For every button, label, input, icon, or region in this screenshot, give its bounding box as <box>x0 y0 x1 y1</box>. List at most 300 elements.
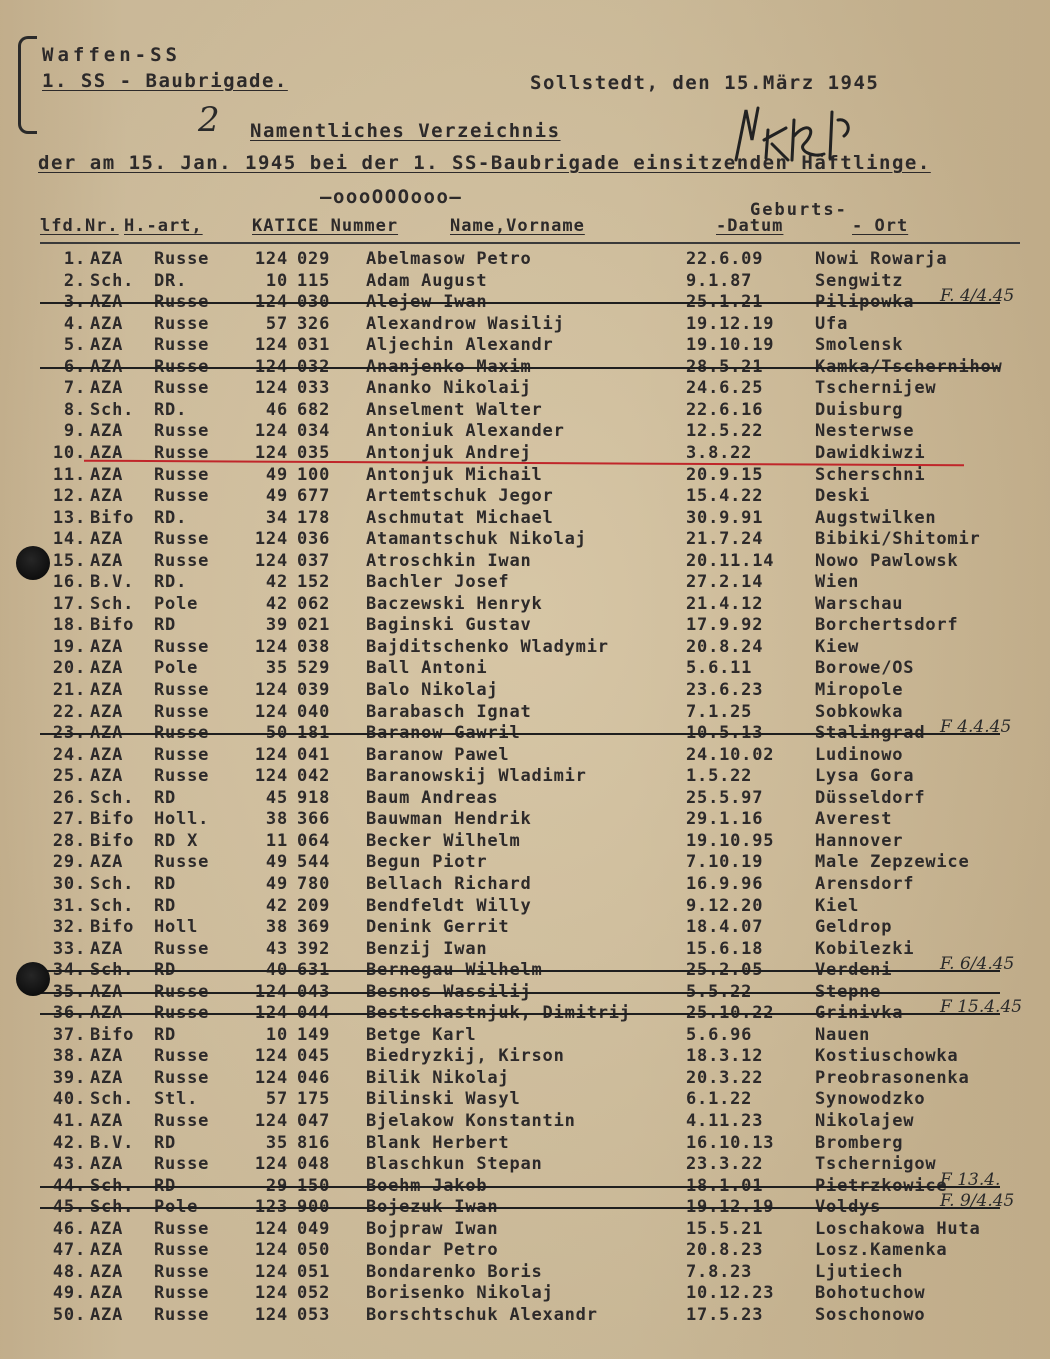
table-row <box>0 637 1050 659</box>
table-row <box>0 1068 1050 1090</box>
row-number: 41. <box>52 1111 86 1131</box>
row-nationality: RD <box>154 1024 177 1045</box>
table-row <box>0 1191 1050 1219</box>
row-birth-place: Warschau <box>815 593 904 614</box>
row-number-suffix: 032 <box>297 356 331 377</box>
row-number-prefix: 124 <box>254 1261 288 1282</box>
row-number-suffix: 816 <box>297 1132 331 1153</box>
table-row <box>0 717 1050 745</box>
row-birth-date: 16.10.13 <box>686 1132 775 1153</box>
table-row <box>0 1154 1050 1176</box>
row-number-prefix: 10 <box>265 270 288 291</box>
row-number: 12. <box>52 486 86 507</box>
table-row <box>0 465 1050 487</box>
row-nationality: Russe <box>154 313 210 334</box>
row-category: Sch. <box>90 960 135 981</box>
col-birth-date: -Datum <box>716 216 784 236</box>
row-number-suffix: 039 <box>297 680 331 700</box>
row-number-suffix: 149 <box>297 1024 331 1045</box>
row-birth-place: Arensdorf <box>815 873 915 894</box>
row-birth-date: 20.11.14 <box>686 550 775 571</box>
row-category: AZA <box>90 723 124 744</box>
row-number: 23. <box>52 723 86 744</box>
row-number: 46. <box>52 1218 86 1239</box>
row-nationality: Pole <box>154 593 199 614</box>
row-birth-date: 7.1.25 <box>686 701 753 722</box>
row-name: Adam August <box>366 270 488 291</box>
row-birth-date: 18.4.07 <box>686 917 764 938</box>
row-birth-date: 24.6.25 <box>686 378 764 399</box>
row-number: 21. <box>52 680 86 700</box>
row-number: 6. <box>63 356 86 377</box>
row-number: 36. <box>52 1003 86 1024</box>
row-birth-place: Düsseldorf <box>815 787 926 808</box>
row-number-suffix: 178 <box>297 507 331 528</box>
row-nationality: Russe <box>154 723 210 744</box>
row-birth-place: Augstwilken <box>815 507 937 528</box>
row-birth-date: 23.6.23 <box>686 680 764 700</box>
row-number-suffix: 038 <box>297 636 331 657</box>
row-number-prefix: 124 <box>254 1283 288 1304</box>
handwritten-annotation: F. 9/4.45 <box>940 1191 1015 1212</box>
row-number-prefix: 46 <box>265 399 288 420</box>
row-name: Artemtschuk Jegor <box>366 486 554 507</box>
row-number-prefix: 35 <box>265 658 288 679</box>
row-category: AZA <box>90 1240 124 1261</box>
row-birth-place: Ufa <box>815 313 849 334</box>
row-number-suffix: 029 <box>297 249 331 269</box>
row-nationality: Russe <box>154 442 210 463</box>
row-nationality: Russe <box>154 852 210 873</box>
row-category: B.V. <box>90 572 135 593</box>
row-category: AZA <box>90 335 124 356</box>
row-number: 17. <box>52 593 86 614</box>
row-number-prefix: 45 <box>265 787 288 808</box>
table-row <box>0 249 1050 271</box>
row-number-prefix: 57 <box>265 313 288 334</box>
row-number-suffix: 677 <box>297 486 331 507</box>
row-birth-date: 19.12.19 <box>686 1197 775 1218</box>
table-row <box>0 594 1050 616</box>
row-number: 28. <box>52 830 86 851</box>
row-number: 32. <box>52 917 86 938</box>
row-name: Bjelakow Konstantin <box>366 1111 576 1131</box>
row-birth-place: Ljutiech <box>815 1261 904 1282</box>
table-row <box>0 1219 1050 1241</box>
row-number-prefix: 10 <box>265 1024 288 1045</box>
document-title: Namentliches Verzeichnis <box>250 120 561 142</box>
row-birth-date: 25.10.22 <box>686 1003 775 1024</box>
row-birth-date: 25.5.97 <box>686 787 764 808</box>
row-birth-place: Borchertsdorf <box>815 615 959 636</box>
table-row <box>0 1025 1050 1047</box>
col-no: lfd.Nr. <box>40 216 119 236</box>
row-number-suffix: 918 <box>297 787 331 808</box>
row-number: 34. <box>52 960 86 981</box>
row-birth-date: 19.12.19 <box>686 313 775 334</box>
row-name: Antonjuk Michail <box>366 464 543 485</box>
row-name: Baczewski Henryk <box>366 593 543 614</box>
row-birth-date: 1.5.22 <box>686 766 753 787</box>
row-nationality: Russe <box>154 744 210 765</box>
row-number: 24. <box>52 744 86 765</box>
row-nationality: Russe <box>154 486 210 507</box>
table-row <box>0 658 1050 680</box>
row-number-suffix: 021 <box>297 615 331 636</box>
row-birth-place: Borowe/OS <box>815 658 915 679</box>
row-category: Sch. <box>90 1197 135 1218</box>
table-row <box>0 529 1050 551</box>
row-category: AZA <box>90 1003 124 1024</box>
row-name: Atamantschuk Nikolaj <box>366 529 587 550</box>
row-number-suffix: 682 <box>297 399 331 420</box>
row-name: Bilik Nikolaj <box>366 1067 510 1088</box>
row-name: Bestschastnjuk, Dimitrij <box>366 1003 631 1024</box>
punch-hole <box>16 546 50 580</box>
row-number: 29. <box>52 852 86 873</box>
row-number-prefix: 124 <box>254 766 288 787</box>
row-number-prefix: 124 <box>254 421 288 442</box>
row-birth-place: Kiew <box>815 636 860 657</box>
row-birth-date: 22.6.09 <box>686 249 764 269</box>
row-nationality: Holl <box>154 917 199 938</box>
row-name: Baranow Gawril <box>366 723 521 744</box>
row-nationality: Russe <box>154 378 210 399</box>
row-nationality: Russe <box>154 981 210 1002</box>
row-number-suffix: 031 <box>297 335 331 356</box>
row-birth-place: Smolensk <box>815 335 904 356</box>
table-row <box>0 378 1050 400</box>
row-birth-place: Tschernigow <box>815 1154 937 1175</box>
row-name: Bojpraw Iwan <box>366 1218 499 1239</box>
row-birth-place: Bohotuchow <box>815 1283 926 1304</box>
row-birth-date: 10.12.23 <box>686 1283 775 1304</box>
row-number-prefix: 29 <box>265 1175 288 1196</box>
row-nationality: Russe <box>154 1067 210 1088</box>
row-category: AZA <box>90 1111 124 1131</box>
row-number-suffix: 100 <box>297 464 331 485</box>
table-row <box>0 997 1050 1025</box>
row-birth-place: Stalingrad <box>815 723 926 744</box>
row-birth-date: 19.10.95 <box>686 830 775 851</box>
row-birth-place: Dawidkiwzi <box>815 442 926 463</box>
row-number-prefix: 124 <box>254 292 288 313</box>
row-category: AZA <box>90 249 124 269</box>
row-number-prefix: 42 <box>265 895 288 916</box>
table-row <box>0 1262 1050 1284</box>
row-number: 42. <box>52 1132 86 1153</box>
row-birth-date: 25.2.05 <box>686 960 764 981</box>
row-number-suffix: 042 <box>297 766 331 787</box>
row-birth-date: 9.1.87 <box>686 270 753 291</box>
table-row <box>0 400 1050 422</box>
row-birth-date: 24.10.02 <box>686 744 775 765</box>
row-name: Borisenko Nikolaj <box>366 1283 554 1304</box>
row-category: AZA <box>90 1283 124 1304</box>
row-category: AZA <box>90 356 124 377</box>
row-number-prefix: 43 <box>265 938 288 959</box>
row-number-prefix: 124 <box>254 981 288 1002</box>
row-name: Alejew Iwan <box>366 292 488 313</box>
row-number-prefix: 124 <box>254 378 288 399</box>
row-number-prefix: 49 <box>265 852 288 873</box>
handwritten-annotation: F. 4/4.45 <box>940 286 1015 307</box>
row-category: AZA <box>90 680 124 700</box>
row-category: AZA <box>90 550 124 571</box>
row-number: 25. <box>52 766 86 787</box>
row-nationality: Russe <box>154 464 210 485</box>
row-category: Sch. <box>90 895 135 916</box>
row-number-suffix: 041 <box>297 744 331 765</box>
row-category: Sch. <box>90 270 135 291</box>
col-category: H.-art, <box>124 216 203 236</box>
row-name: Borschtschuk Alexandr <box>366 1304 598 1325</box>
row-birth-date: 22.6.16 <box>686 399 764 420</box>
table-row <box>0 939 1050 961</box>
row-birth-place: Hannover <box>815 830 904 851</box>
row-nationality: Russe <box>154 292 210 313</box>
row-number: 30. <box>52 873 86 894</box>
row-nationality: Russe <box>154 1046 210 1067</box>
row-number: 13. <box>52 507 86 528</box>
row-birth-date: 15.5.21 <box>686 1218 764 1239</box>
row-name: Abelmasow Petro <box>366 249 532 269</box>
table-row <box>0 954 1050 982</box>
signature-mark <box>728 100 878 170</box>
row-category: Bifo <box>90 809 135 830</box>
table-row <box>0 874 1050 896</box>
row-name: Denink Gerrit <box>366 917 510 938</box>
row-birth-date: 3.8.22 <box>686 442 753 463</box>
row-number: 47. <box>52 1240 86 1261</box>
row-birth-place: Nauen <box>815 1024 871 1045</box>
handwritten-annotation: F 15.4.45 <box>940 997 1023 1018</box>
brigade-name: 1. SS - Baubrigade. <box>42 70 288 92</box>
row-category: AZA <box>90 442 124 463</box>
row-birth-date: 18.1.01 <box>686 1175 764 1196</box>
unit-name: Waffen-SS <box>42 44 181 66</box>
row-number-suffix: 053 <box>297 1304 331 1325</box>
row-number-suffix: 152 <box>297 572 331 593</box>
row-number-suffix: 631 <box>297 960 331 981</box>
row-category: Sch. <box>90 1175 135 1196</box>
row-number: 11. <box>52 464 86 485</box>
row-nationality: Russe <box>154 335 210 356</box>
row-category: Sch. <box>90 873 135 894</box>
row-nationality: Russe <box>154 249 210 269</box>
table-row <box>0 357 1050 379</box>
row-nationality: Russe <box>154 1218 210 1239</box>
row-birth-date: 17.9.92 <box>686 615 764 636</box>
table-row <box>0 1283 1050 1305</box>
row-nationality: RD. <box>154 507 188 528</box>
row-nationality: RD <box>154 895 177 916</box>
row-category: AZA <box>90 658 124 679</box>
row-name: Aljechin Alexandr <box>366 335 554 356</box>
row-category: AZA <box>90 701 124 722</box>
row-name: Bojezuk Iwan <box>366 1197 499 1218</box>
row-number-suffix: 035 <box>297 442 331 463</box>
row-birth-place: Deski <box>815 486 871 507</box>
row-category: AZA <box>90 744 124 765</box>
row-birth-place: Voldys <box>815 1197 882 1218</box>
row-number-prefix: 49 <box>265 873 288 894</box>
bracket-mark <box>18 36 37 134</box>
row-name: Bellach Richard <box>366 873 532 894</box>
row-number-suffix: 544 <box>297 852 331 873</box>
row-number: 4. <box>63 313 86 334</box>
row-birth-date: 20.8.24 <box>686 636 764 657</box>
row-birth-date: 15.6.18 <box>686 938 764 959</box>
row-birth-place: Kamka/Tschernihow <box>815 356 1003 377</box>
row-birth-place: Soschonowo <box>815 1304 926 1325</box>
table-row <box>0 745 1050 767</box>
table-row <box>0 788 1050 810</box>
row-nationality: Russe <box>154 550 210 571</box>
row-number-prefix: 124 <box>254 1154 288 1175</box>
table-row <box>0 271 1050 293</box>
row-number-suffix: 369 <box>297 917 331 938</box>
row-name: Besnos Wassilij <box>366 981 532 1002</box>
punch-hole <box>16 962 50 996</box>
row-number-suffix: 780 <box>297 873 331 894</box>
row-category: AZA <box>90 529 124 550</box>
table-row <box>0 1133 1050 1155</box>
row-birth-place: Pietrzkowice <box>815 1175 948 1196</box>
row-number-suffix: 175 <box>297 1089 331 1110</box>
row-number: 20. <box>52 658 86 679</box>
row-number-prefix: 124 <box>254 356 288 377</box>
row-number-suffix: 115 <box>297 270 331 291</box>
row-number-prefix: 57 <box>265 1089 288 1110</box>
row-birth-date: 15.4.22 <box>686 486 764 507</box>
row-birth-date: 21.4.12 <box>686 593 764 614</box>
row-birth-place: Scherschni <box>815 464 926 485</box>
row-birth-place: Losz.Kamenka <box>815 1240 948 1261</box>
row-birth-place: Geldrop <box>815 917 893 938</box>
row-birth-place: Nowo Pawlowsk <box>815 550 959 571</box>
row-category: AZA <box>90 938 124 959</box>
row-number-suffix: 050 <box>297 1240 331 1261</box>
row-number-suffix: 392 <box>297 938 331 959</box>
row-birth-place: Kostiuschowka <box>815 1046 959 1067</box>
row-birth-place: Sengwitz <box>815 270 904 291</box>
row-number-suffix: 030 <box>297 292 331 313</box>
row-birth-date: 18.3.12 <box>686 1046 764 1067</box>
table-row <box>0 1046 1050 1068</box>
row-birth-date: 10.5.13 <box>686 723 764 744</box>
row-number-prefix: 38 <box>265 917 288 938</box>
row-number: 48. <box>52 1261 86 1282</box>
row-number-prefix: 42 <box>265 572 288 593</box>
row-number: 8. <box>63 399 86 420</box>
row-number-prefix: 124 <box>254 1304 288 1325</box>
table-row <box>0 421 1050 443</box>
row-number-prefix: 124 <box>254 1003 288 1024</box>
document-subtitle: der am 15. Jan. 1945 bei der 1. SS-Baubrigade einsitzenden Häftlinge. <box>38 152 931 174</box>
row-birth-place: Male Zepzewice <box>815 852 970 873</box>
row-number-prefix: 124 <box>254 249 288 269</box>
row-birth-date: 5.5.22 <box>686 981 753 1002</box>
row-number-prefix: 124 <box>254 1111 288 1131</box>
row-nationality: RD. <box>154 399 188 420</box>
table-row <box>0 615 1050 637</box>
row-number-suffix: 326 <box>297 313 331 334</box>
row-name: Baranow Pawel <box>366 744 510 765</box>
row-number-prefix: 124 <box>254 335 288 356</box>
row-number: 5. <box>63 335 86 356</box>
row-category: AZA <box>90 852 124 873</box>
birth-header-top: Geburts- <box>750 200 848 220</box>
row-number-prefix: 35 <box>265 1132 288 1153</box>
row-birth-place: Nowi Rowarja <box>815 249 948 269</box>
row-number: 2. <box>63 270 86 291</box>
col-katice: KATICE Nummer <box>252 216 399 236</box>
row-number-prefix: 124 <box>254 680 288 700</box>
row-name: Bondarenko Boris <box>366 1261 543 1282</box>
row-category: AZA <box>90 313 124 334</box>
row-nationality: RD <box>154 787 177 808</box>
row-name: Antoniuk Alexander <box>366 421 565 442</box>
row-number-suffix: 366 <box>297 809 331 830</box>
row-number: 38. <box>52 1046 86 1067</box>
row-number: 44. <box>52 1175 86 1196</box>
table-row <box>0 1169 1050 1198</box>
table-row <box>0 766 1050 788</box>
row-number: 10. <box>52 442 86 463</box>
table-row <box>0 1240 1050 1262</box>
row-number-prefix: 39 <box>265 615 288 636</box>
row-birth-date: 25.1.21 <box>686 292 764 313</box>
row-number: 45. <box>52 1197 86 1218</box>
row-nationality: RD X <box>154 830 199 851</box>
row-number-prefix: 34 <box>265 507 288 528</box>
row-nationality: Russe <box>154 529 210 550</box>
row-birth-place: Lysa Gora <box>815 766 915 787</box>
row-category: AZA <box>90 1154 124 1175</box>
row-number-suffix: 181 <box>297 723 331 744</box>
table-row <box>0 702 1050 724</box>
row-nationality: Russe <box>154 1240 210 1261</box>
table-row <box>0 508 1050 530</box>
row-birth-place: Nesterwse <box>815 421 915 442</box>
place-date: Sollstedt, den 15.März 1945 <box>530 72 880 94</box>
row-name: Atroschkin Iwan <box>366 550 532 571</box>
row-birth-date: 9.12.20 <box>686 895 764 916</box>
row-category: AZA <box>90 1067 124 1088</box>
handwritten-annotation: F 4.4.45 <box>940 717 1012 738</box>
row-nationality: DR. <box>154 270 188 291</box>
row-number: 15. <box>52 550 86 571</box>
row-name: Benzij Iwan <box>366 938 488 959</box>
row-nationality: Russe <box>154 1283 210 1304</box>
row-birth-date: 23.3.22 <box>686 1154 764 1175</box>
row-category: AZA <box>90 1261 124 1282</box>
row-birth-date: 7.10.19 <box>686 852 764 873</box>
row-number: 16. <box>52 572 86 593</box>
row-number-suffix: 037 <box>297 550 331 571</box>
row-name: Biedryzkij, Kirson <box>366 1046 565 1067</box>
row-birth-date: 5.6.11 <box>686 658 753 679</box>
row-name: Ananko Nikolaij <box>366 378 532 399</box>
row-name: Boehm Jakob <box>366 1175 488 1196</box>
row-name: Bachler Josef <box>366 572 510 593</box>
row-birth-place: Nikolajew <box>815 1111 915 1131</box>
row-number-prefix: 124 <box>254 1240 288 1261</box>
row-nationality: Russe <box>154 1261 210 1282</box>
row-number-suffix: 043 <box>297 981 331 1002</box>
row-number-prefix: 49 <box>265 464 288 485</box>
